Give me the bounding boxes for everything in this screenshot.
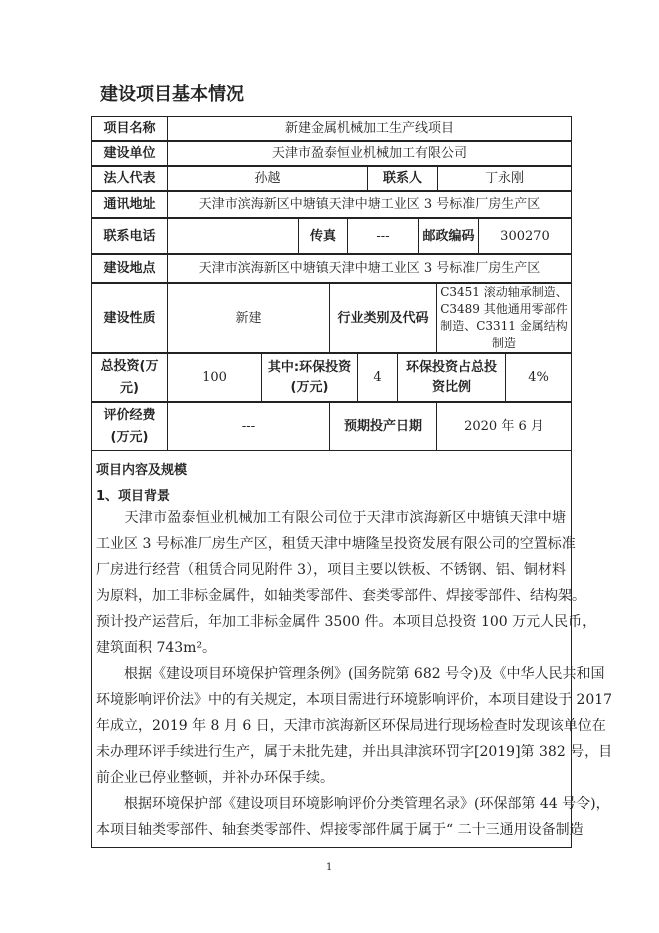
- project-content-section: [91, 451, 613, 848]
- paragraph-line: 未办理环评手续进行生产，属于未批先建，并出具津滨环罚字[2019]第 382 号，目: [96, 744, 613, 760]
- industry-label: 行业类别及代码: [329, 283, 437, 353]
- env-ratio-label: 环保投资占总投资比例: [397, 353, 506, 402]
- industry: C3451 滚动轴承制造、C3489 其他通用零部件制造、C3311 金属结构制造: [436, 283, 572, 353]
- date-label: 预期投产日期: [329, 402, 437, 451]
- postcode: 300270: [478, 218, 572, 254]
- fax-label: 传真: [298, 218, 348, 254]
- paragraph-line: 建筑面积 743m²。: [96, 640, 217, 656]
- eval-fee: ---: [167, 402, 330, 451]
- subsection-heading: 1、项目背景: [96, 489, 171, 504]
- legal-rep-label: 法人代表: [91, 166, 168, 191]
- project-name-label: 项目名称: [91, 116, 168, 141]
- project-name: 新建金属机械加工生产线项目: [167, 116, 572, 141]
- legal-rep: 孙越: [167, 166, 368, 191]
- contact: 丁永刚: [437, 166, 572, 191]
- page-number: 1: [326, 862, 333, 873]
- contact-label: 联系人: [367, 166, 438, 191]
- nature-label: 建设性质: [91, 283, 168, 353]
- site: 天津市滨海新区中塘镇天津中塘工业区 3 号标准厂房生产区: [167, 254, 572, 283]
- paragraph-line: 年成立，2019 年 8 月 6 日，天津市滨海新区环保局进行现场检查时发现该单位在: [96, 718, 606, 734]
- paragraph-line: 根据环境保护部《建设项目环境影响评价分类管理名录》(环保部第 44 号令)，: [96, 796, 610, 812]
- builder: 天津市盈泰恒业机械加工有限公司: [167, 141, 572, 166]
- phone: [167, 218, 299, 254]
- eval-fee-label: 评价经费(万元): [91, 402, 168, 451]
- env-ratio: 4%: [505, 353, 572, 402]
- paragraph-line: 天津市盈泰恒业机械加工有限公司位于天津市滨海新区中塘镇天津中塘: [96, 510, 566, 526]
- address-label: 通讯地址: [91, 191, 168, 218]
- fax: ---: [347, 218, 419, 254]
- date: 2020 年 6 月: [436, 402, 572, 451]
- paragraph-line: 预计投产运营后，年加工非标金属件 3500 件。本项目总投资 100 万元人民币，: [96, 614, 597, 630]
- env-invest-label: 其中:环保投资(万元): [261, 353, 358, 402]
- page-title: 建设项目基本情况: [100, 84, 244, 105]
- address: 天津市滨海新区中塘镇天津中塘工业区 3 号标准厂房生产区: [167, 191, 572, 218]
- total-invest: 100: [167, 353, 262, 402]
- paragraph-line: 厂房进行经营（租赁合同见附件 3），项目主要以铁板、不锈钢、铝、铜材料: [96, 562, 566, 578]
- paragraph-line: 前企业已停业整顿，并补办环保手续。: [96, 770, 334, 786]
- section-heading: 项目内容及规模: [96, 463, 188, 478]
- paragraph-line: 根据《建设项目环境保护管理条例》(国务院第 682 号令)及《中华人民共和国: [96, 666, 605, 682]
- postcode-label: 邮政编码: [418, 218, 479, 254]
- paragraph-line: 工业区 3 号标准厂房生产区，租赁天津中塘隆呈投资发展有限公司的空置标准: [96, 536, 576, 552]
- paragraph-line: 环境影响评价法》中的有关规定，本项目需进行环境影响评价，本项目建设于 2017: [96, 692, 613, 708]
- env-invest: 4: [357, 353, 398, 402]
- nature: 新建: [167, 283, 330, 353]
- builder-label: 建设单位: [91, 141, 168, 166]
- site-label: 建设地点: [91, 254, 168, 283]
- paragraph-line: 为原料，加工非标金属件，如轴类零部件、套类零部件、焊接零部件、结构架。: [96, 588, 586, 604]
- paragraph-line: 本项目轴类零部件、轴套类零部件、焊接零部件属于属于“ 二十三通用设备制造: [96, 822, 584, 838]
- phone-label: 联系电话: [91, 218, 168, 254]
- total-invest-label: 总投资(万元): [91, 353, 168, 402]
